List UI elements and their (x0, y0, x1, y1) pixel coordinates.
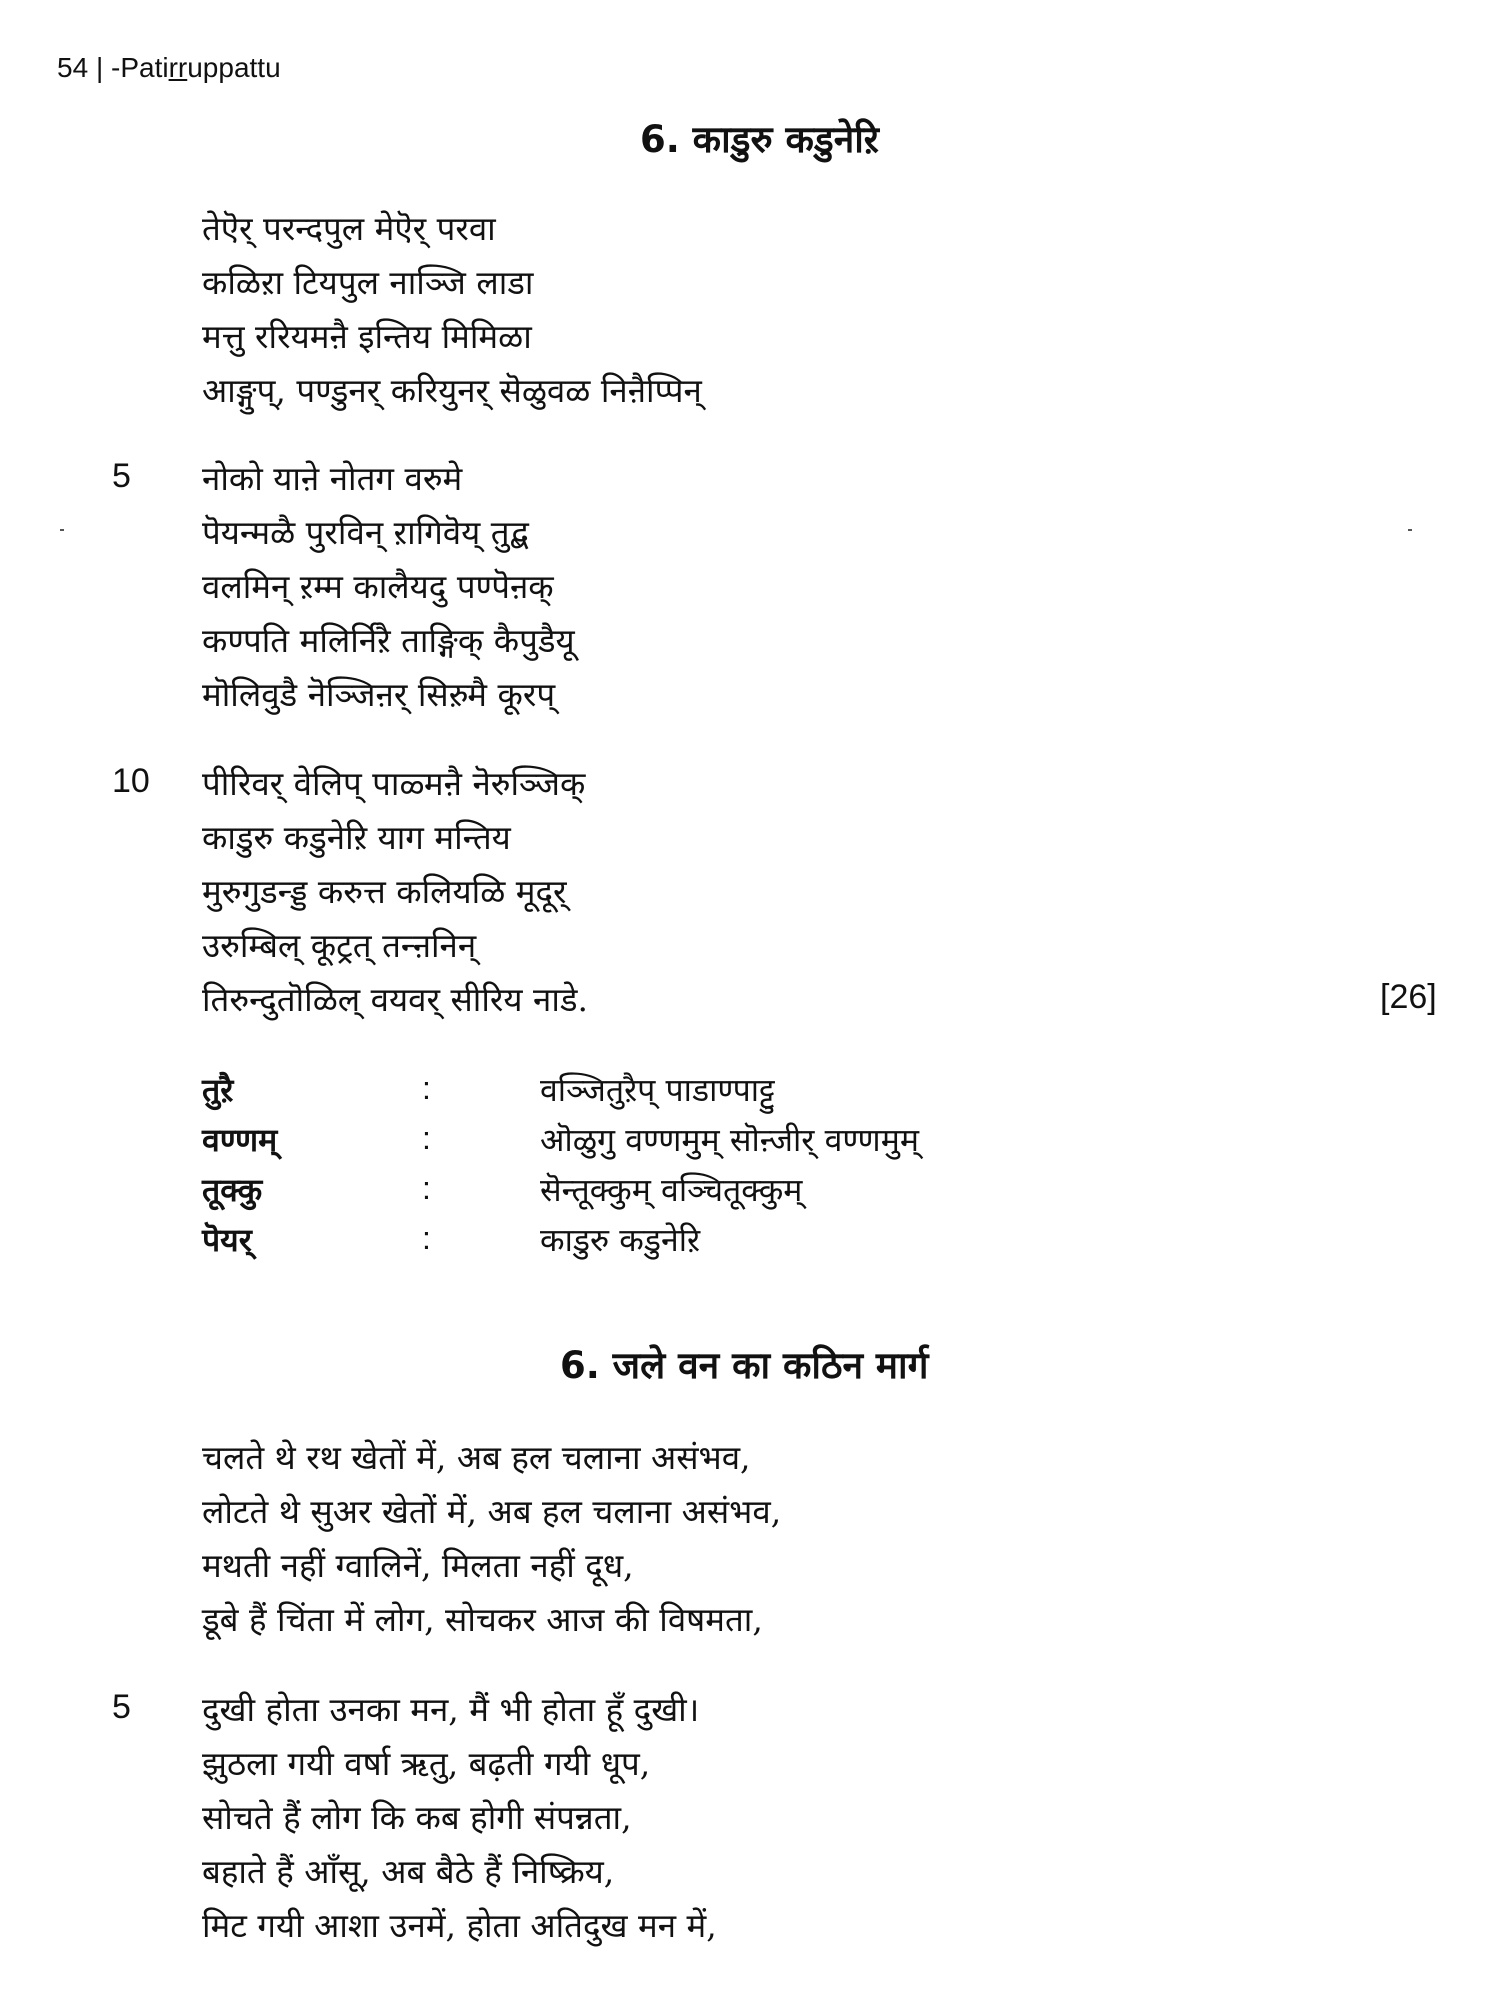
verse-line: उरुम्बिल् कूट्रत् तन्ऩनिन् (202, 926, 477, 965)
verse-line: बहाते हैं आँसू, अब बैठे हैं निष्क्रिय, (202, 1852, 615, 1891)
poem-reference-number: [26] (1380, 978, 1437, 1016)
glossary-definition: वञ्जितुऱैप् पाडाण्पाट्टु (540, 1071, 775, 1109)
glossary-term: तूक्कु (202, 1171, 263, 1209)
verse-line: पीरिवर् वेलिप् पाळ्मऩै नॆरुञ्जिक् (202, 764, 586, 803)
verse-line: कळिऱा टियपुल नाञ्जि लाडा (202, 263, 534, 302)
verse-line: मिट गयी आशा उनमें, होता अतिदुख मन में, (202, 1906, 717, 1945)
glossary-colon: : (422, 1120, 431, 1156)
verse-line: मुरुगुडन्ड्ड करुत्त कलियळि मूदूर् (202, 872, 567, 911)
verse-line: काडुरु कडुनेऱि याग मन्तिय (202, 818, 511, 857)
verse-line: चलते थे रथ खेतों में, अब हल चलाना असंभव, (202, 1438, 751, 1477)
verse-line: कण्पति मलिर्निऱै ताङ्गिक् कैपुडैयू (202, 621, 575, 660)
verse-line: मॊलिवुडै नॆञ्जिऩर् सिऱुमै कूरप् (202, 675, 556, 714)
glossary-colon: : (422, 1070, 431, 1106)
verse-line: झुठला गयी वर्षा ऋतु, बढ़ती गयी धूप, (202, 1744, 651, 1783)
scan-speck (60, 529, 64, 531)
glossary-definition: सॆन्तूक्कुम् वञ्चितूक्कुम् (540, 1171, 803, 1209)
verse-line: मथती नहीं ग्वालिनें, मिलता नहीं दूध, (202, 1546, 634, 1585)
glossary-definition: ऒळुगु वण्णमुम् सॊऩ्जीर् वण्णमुम् (540, 1121, 919, 1159)
verse-line: दुखी होता उनका मन, मैं भी होता हूँ दुखी। (202, 1690, 700, 1729)
running-header (57, 52, 281, 84)
book-title: -Patirruppattu (111, 52, 281, 83)
verse-line: वलमिन् ऱम्म कालैयदु पण्पॆऩक् (202, 567, 554, 606)
scan-speck (1408, 529, 1412, 531)
line-number: 5 (112, 1688, 131, 1726)
verse-line: आङ्गुप्, पण्डुनर् करियुनर् सॆळुवळ निऩैप्पिन् (202, 371, 702, 410)
verse-line: सोचते हैं लोग कि कब होगी संपन्नता, (202, 1798, 632, 1837)
section-heading-tamil: 6. काडुरु कडुनेऱि (640, 118, 879, 161)
glossary-definition: काडुरु कडुनेऱि (540, 1221, 701, 1259)
glossary-term: वण्णम् (202, 1121, 278, 1159)
verse-line: लोटते थे सुअर खेतों में, अब हल चलाना असंभव, (202, 1492, 782, 1531)
verse-line: पॆयन्मळै पुरविन् ऱागिवॆय् तुद्ब (202, 513, 529, 552)
verse-line: मत्तु ररियमऩै इन्तिय मिमिळा (202, 317, 532, 356)
line-number: 5 (112, 457, 131, 495)
verse-line: तेऎर् परन्दपुल मेऎर् परवा (202, 209, 496, 248)
verse-line: डूबे हैं चिंता में लोग, सोचकर आज की विषमता, (202, 1600, 763, 1639)
section-heading-hindi: 6. जले वन का कठिन मार्ग (560, 1344, 929, 1387)
glossary-term: तुऱै (202, 1071, 234, 1109)
glossary-term: पॆयर् (202, 1221, 252, 1259)
page-number: 54 (57, 52, 89, 83)
verse-line: तिरुन्दुतॊळिल् वयवर् सीरिय नाडे. (202, 980, 589, 1019)
glossary-colon: : (422, 1220, 431, 1256)
line-number: 10 (112, 762, 150, 800)
glossary-colon: : (422, 1170, 431, 1206)
verse-line: नोको याऩे नोतग वरुमे (202, 459, 463, 498)
header-separator: | (95, 52, 104, 83)
